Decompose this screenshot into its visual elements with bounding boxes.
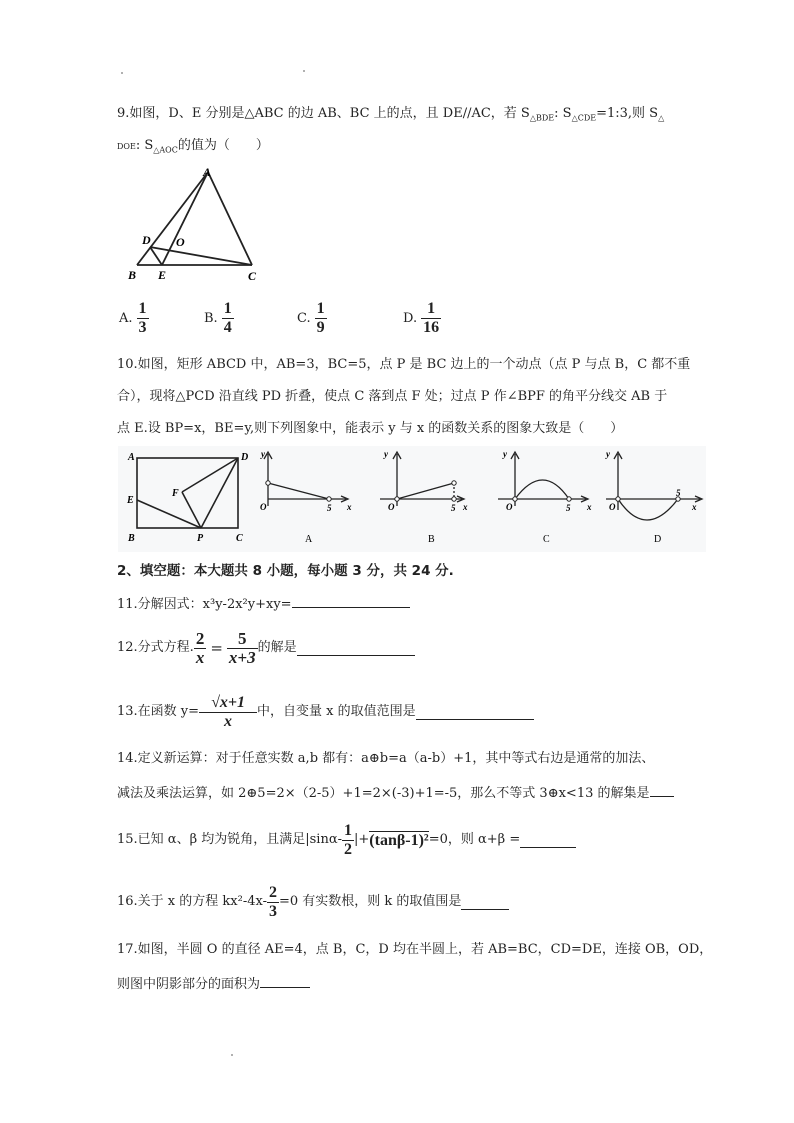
svg-text:5: 5 xyxy=(676,488,681,498)
svg-text:x: x xyxy=(587,502,592,512)
q9-option-d[interactable]: D. $\frac{1}{16}$ xyxy=(403,300,440,336)
svg-text:O: O xyxy=(609,502,616,512)
section-2-heading: 2、填空题：本大题共 8 小题，每小题 3 分，共 24 分. xyxy=(117,563,454,579)
q10-label-a: A xyxy=(128,452,135,463)
svg-text:y: y xyxy=(261,449,265,459)
svg-text:O: O xyxy=(506,502,513,512)
svg-text:x: x xyxy=(347,502,352,512)
q9-label-o: O xyxy=(176,235,185,249)
q12: 12.分式方程. $\frac{2}{x}$ = $\frac{5}{x+3}$ 的解是 xyxy=(117,628,415,668)
q9-label-b: B xyxy=(128,268,137,282)
q17-line1: 17.如图，半圆 O 的直径 AE=4，点 B，C，D 均在半圆上，若 AB=BC，CD=DE，连接 OB，OD， xyxy=(117,942,713,957)
q12-answer-blank[interactable] xyxy=(297,641,415,656)
svg-text:x: x xyxy=(463,502,468,512)
q14-answer-blank[interactable] xyxy=(650,782,674,797)
svg-text:x: x xyxy=(692,502,697,512)
q9-label-d: D xyxy=(142,233,151,247)
q10-label-d: D xyxy=(241,452,249,463)
q15-answer-blank[interactable] xyxy=(520,833,576,848)
q13: 13.在函数 y= $\frac{√x+1}{x}$ 中，自变量 x 的取值范围是 xyxy=(117,686,534,738)
svg-text:5: 5 xyxy=(451,503,456,513)
svg-text:y: y xyxy=(503,449,507,459)
q17-line2: 则图中阴影部分的面积为 xyxy=(117,973,310,994)
header-dot-left xyxy=(121,72,123,74)
q14-line2: 减法及乘法运算，如 2⊕5=2×（2-5）+1=2×(-3)+1=-5，那么不等式 3⊕x<13 的解集是 xyxy=(117,782,674,803)
q9-option-b[interactable]: B. $\frac{1}{4}$ xyxy=(204,300,232,336)
q10-label-p: P xyxy=(197,533,204,544)
q11-answer-blank[interactable] xyxy=(292,593,410,608)
q17-answer-blank[interactable] xyxy=(260,973,310,988)
q10-stem-line3: 点 E.设 BP=x，BE=y,则下列图象中，能表示 y 与 x 的函数关系的图象大致是（ ） xyxy=(117,421,624,436)
q10-graph-b-label: B xyxy=(428,534,435,545)
svg-text:y: y xyxy=(384,449,388,459)
q14-line1: 14.定义新运算：对于任意实数 a,b 都有：a⊕b=a（a-b）+1，其中等式右边是通常的加法、 xyxy=(117,751,655,766)
q9-stem-line2: DOE: $S_{\triangle AOC}$的值为（ ） xyxy=(117,138,269,155)
q13-answer-blank[interactable] xyxy=(416,705,534,720)
q16-answer-blank[interactable] xyxy=(461,895,509,910)
q10-stem-line2: 合），现将△PCD 沿直线 PD 折叠，使点 C 落到点 F 处；过点 P 作∠BPF 的角平分线交 AB 于 xyxy=(117,389,668,404)
q15: 15.已知 α、β 均为锐角，且满足|sinα- $\frac{1}{2}$ |+ (tanβ-1)² =0，则 α+β = xyxy=(117,818,576,862)
q10-graph-c-label: C xyxy=(543,534,550,545)
q10-graph-d-label: D xyxy=(654,534,662,545)
svg-text:y: y xyxy=(606,449,610,459)
svg-text:5: 5 xyxy=(327,503,332,513)
q9-triangle-figure xyxy=(125,162,265,282)
q10-figure-strip xyxy=(118,446,706,552)
q9-label-e: E xyxy=(158,268,167,282)
q10-label-c: C xyxy=(236,533,243,544)
q9-label-c: C xyxy=(248,269,257,282)
q10-stem-line1: 10.如图，矩形 ABCD 中，AB=3，BC=5，点 P 是 BC 边上的一个动点（点 P 与点 B，C 都不重 xyxy=(117,357,691,372)
q10-label-b: B xyxy=(128,533,135,544)
q10-label-f: F xyxy=(172,488,179,499)
svg-text:O: O xyxy=(260,502,267,512)
svg-text:5: 5 xyxy=(566,503,571,513)
q11: 11.分解因式：x³y-2x²y+xy= xyxy=(117,593,410,614)
q10-graph-a-label: A xyxy=(305,534,313,545)
q10-label-e: E xyxy=(127,495,134,506)
q9-stem-line1: 9.如图，D、E 分别是△ABC 的边 AB、BC 上的点，且 DE//AC，若 $S_{\triangle BDE}$: $S_{\triangle CDE}=1:3$,则 $S_\triangle$ xyxy=(117,106,665,123)
svg-text:O: O xyxy=(388,502,395,512)
footer-dot xyxy=(231,1054,233,1056)
header-dot-right xyxy=(303,70,305,72)
q9-label-a: A xyxy=(203,165,212,179)
q9-option-c[interactable]: C. $\frac{1}{9}$ xyxy=(297,300,325,336)
q9-option-a[interactable]: A. $\frac{1}{3}$ xyxy=(119,300,147,336)
q16: 16.关于 x 的方程 kx²-4x- $\frac{2}{3}$ =0 有实数根，则 k 的取值围是 xyxy=(117,880,509,924)
